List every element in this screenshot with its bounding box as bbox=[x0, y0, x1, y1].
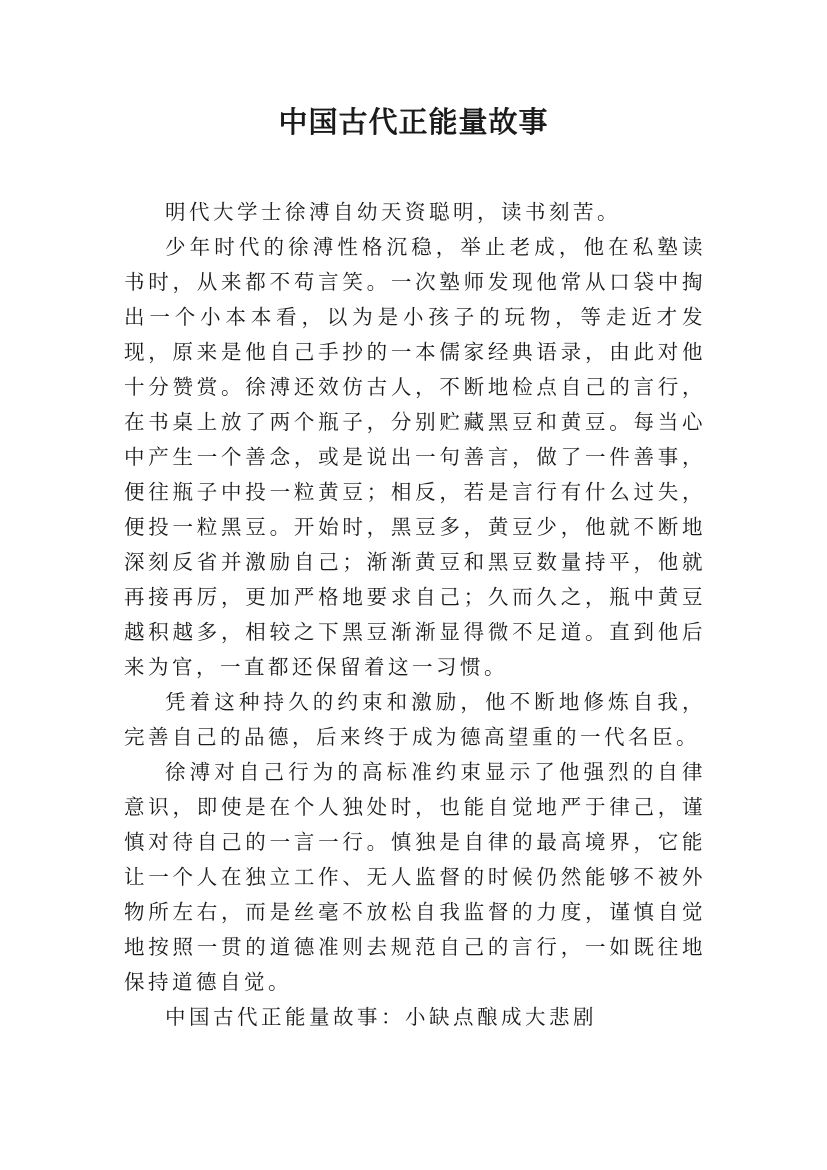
paragraph-result: 凭着这种持久的约束和激励，他不断地修炼自我，完善自己的品德，后来终于成为德高望重的一代名臣。 bbox=[124, 690, 706, 749]
paragraph-next-story-heading: 中国古代正能量故事：小缺点酿成大悲剧 bbox=[165, 1005, 597, 1029]
page-title: 中国古代正能量故事 bbox=[278, 105, 549, 139]
paragraph-intro: 明代大学士徐溥自幼天资聪明，读书刻苦。 bbox=[165, 200, 621, 224]
document-body bbox=[124, 195, 706, 1035]
paragraph-youth: 少年时代的徐溥性格沉稳，举止老成，他在私塾读书时，从来都不苟言笑。一次塾师发现他常从口袋中掏出一个小本本看，以为是小孩子的玩物，等走近才发现，原来是他自己手抄的一本儒家经典语录，由此对他十分赞赏。徐溥还效仿古人，不断地检点自己的言行，在书桌上放了两个瓶子，分别贮藏黑豆和黄豆。每当心中产生一个善念，或是说出一句善言，做了一件善事，便往瓶子中投一粒黄豆；相反，若是言行有什么过失，便投一粒黑豆。开始时，黑豆多，黄豆少，他就不断地深刻反省并激励自己；渐渐黄豆和黑豆数量持平，他就再接再厉，更加严格地要求自己；久而久之，瓶中黄豆越积越多，相较之下黑豆渐渐显得微不足道。直到他后来为官，一直都还保留着这一习惯。 bbox=[124, 235, 706, 679]
paragraph-reflection: 徐溥对自己行为的高标准约束显示了他强烈的自律意识，即使是在个人独处时，也能自觉地严于律己，谨慎对待自己的一言一行。慎独是自律的最高境界，它能让一个人在独立工作、无人监督的时候仍然能够不被外物所左右，而是丝毫不放松自我监督的力度，谨慎自觉地按照一贯的道德准则去规范自己的言行，一如既往地保持道德自觉。 bbox=[124, 760, 706, 994]
